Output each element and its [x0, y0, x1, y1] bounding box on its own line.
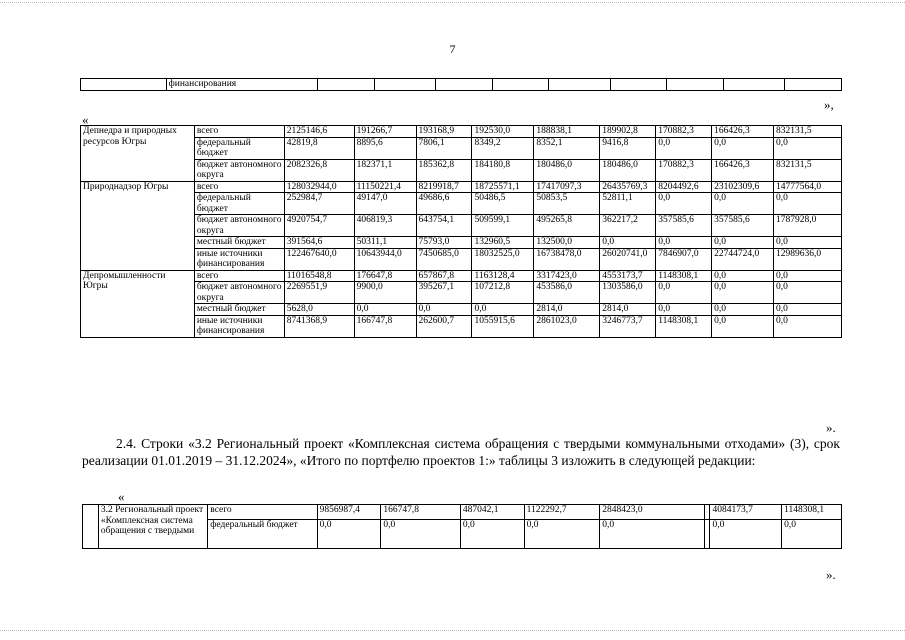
- value-cell: 14777564,0: [774, 181, 842, 193]
- value-cell: 26435769,3: [600, 181, 656, 193]
- value-cell: 193168,9: [416, 126, 472, 138]
- value-cell: 166426,3: [712, 159, 774, 181]
- value-cell: 0,0: [656, 237, 712, 249]
- value-cell: 26020741,0: [600, 248, 656, 270]
- value-cell: 0,0: [472, 304, 534, 316]
- value-cell: 9856987,4: [317, 505, 381, 520]
- value-cell: 11016548,8: [284, 270, 354, 282]
- value-cell: 180486,0: [600, 159, 656, 181]
- funding-source-cell: бюджет автономного округа: [194, 215, 284, 237]
- value-cell: 0,0: [782, 520, 842, 549]
- value-cell: 192530,0: [472, 126, 534, 138]
- value-cell: 0,0: [656, 282, 712, 304]
- value-cell: 7450685,0: [416, 248, 472, 270]
- value-cell: 22744724,0: [712, 248, 774, 270]
- value-cell: 832131,5: [774, 126, 842, 138]
- value-cell: 18032525,0: [472, 248, 534, 270]
- value-cell: 0,0: [416, 304, 472, 316]
- value-cell: 1055915,6: [472, 315, 534, 337]
- value-cell: 49147,0: [354, 193, 416, 215]
- table-row: [81, 126, 842, 138]
- table-cell: [785, 79, 842, 91]
- value-cell: 0,0: [656, 193, 712, 215]
- value-cell: 52811,1: [600, 193, 656, 215]
- amendment-paragraph: 2.4. Строки «3.2 Региональный проект «Комплексная система обращения с твердыми коммунальными отходами» (3), срок реализации 01.01.2019 – 31.12.2024», «Итого по портфелю проектов 1:» таблицы 3 изложить в следующей редакции:: [82, 436, 840, 468]
- value-cell: 49686,6: [416, 193, 472, 215]
- funding-source-cell: иные источники финансирования: [194, 315, 284, 337]
- value-cell: 2814,0: [600, 304, 656, 316]
- value-cell: 132500,0: [534, 237, 600, 249]
- table-cell: [549, 79, 611, 91]
- value-cell: 8895,6: [354, 137, 416, 159]
- top-scan-edge: [0, 2, 905, 5]
- value-cell: 0,0: [774, 304, 842, 316]
- value-cell: 832131,5: [774, 159, 842, 181]
- value-cell: 1303586,0: [600, 282, 656, 304]
- table-cell: [374, 79, 436, 91]
- closing-quote: ».: [826, 420, 836, 435]
- value-cell: 185362,8: [416, 159, 472, 181]
- value-cell: 12989636,0: [774, 248, 842, 270]
- funding-source-cell: иные источники финансирования: [194, 248, 284, 270]
- value-cell: 5628,0: [284, 304, 354, 316]
- table-cell: [610, 79, 666, 91]
- funding-source-cell: всего: [194, 270, 284, 282]
- table-row: [81, 282, 842, 304]
- value-cell: 7806,1: [416, 137, 472, 159]
- opening-quote: «: [118, 489, 125, 504]
- value-cell: 11150221,4: [354, 181, 416, 193]
- value-cell: 487042,1: [460, 505, 524, 520]
- value-cell: 262600,7: [416, 315, 472, 337]
- bottom-scan-edge: [0, 630, 905, 633]
- value-cell: 50853,5: [534, 193, 600, 215]
- value-cell: 188838,1: [534, 126, 600, 138]
- value-cell: 23102309,6: [712, 181, 774, 193]
- value-cell: 9416,8: [600, 137, 656, 159]
- value-cell: 0,0: [317, 520, 381, 549]
- funding-source-cell: местный бюджет: [194, 304, 284, 316]
- table-row: [81, 270, 842, 282]
- value-cell: 2269551,9: [284, 282, 354, 304]
- value-cell: 0,0: [712, 137, 774, 159]
- value-cell: 4553173,7: [600, 270, 656, 282]
- value-cell: 2082326,8: [284, 159, 354, 181]
- value-cell: 50486,5: [472, 193, 534, 215]
- value-cell: 3317423,0: [534, 270, 600, 282]
- value-cell: 0,0: [712, 193, 774, 215]
- table-row: [81, 304, 842, 316]
- table-cell: [667, 79, 723, 91]
- value-cell: 357585,6: [712, 215, 774, 237]
- table-cell: [492, 79, 548, 91]
- top-table-fragment: [80, 78, 842, 91]
- funding-source-cell: федеральный бюджет: [208, 520, 317, 549]
- value-cell: 657867,8: [416, 270, 472, 282]
- table-cell: [723, 79, 785, 91]
- value-cell: 7846907,0: [656, 248, 712, 270]
- value-cell: 495265,8: [534, 215, 600, 237]
- department-name-cell: Природнадзор Югры: [81, 181, 195, 270]
- value-cell: 0,0: [710, 520, 782, 549]
- table-row: [81, 137, 842, 159]
- value-cell: 1163128,4: [472, 270, 534, 282]
- table-cell: финансирования: [166, 79, 318, 91]
- value-cell: 0,0: [712, 270, 774, 282]
- value-cell: 176647,8: [354, 270, 416, 282]
- value-cell: 0,0: [524, 520, 600, 549]
- table-cell: [81, 79, 167, 91]
- funding-source-cell: всего: [194, 181, 284, 193]
- value-cell: 17417097,3: [534, 181, 600, 193]
- value-cell: 16738478,0: [534, 248, 600, 270]
- value-cell: 1148308,1: [656, 270, 712, 282]
- value-cell: 4920754,7: [284, 215, 354, 237]
- table-cell: [436, 79, 492, 91]
- value-cell: 107212,8: [472, 282, 534, 304]
- project-name-cell: 3.2 Региональный проект «Комплексная система обращения с твердыми: [98, 505, 207, 549]
- value-cell: 643754,1: [416, 215, 472, 237]
- value-cell: 0,0: [712, 304, 774, 316]
- value-cell: 8204492,6: [656, 181, 712, 193]
- funding-source-cell: всего: [208, 505, 317, 520]
- value-cell: 0,0: [774, 315, 842, 337]
- value-cell: 362217,2: [600, 215, 656, 237]
- value-cell: 0,0: [712, 315, 774, 337]
- value-cell: 132960,5: [472, 237, 534, 249]
- value-cell: 1148308,1: [782, 505, 842, 520]
- table-row: [81, 159, 842, 181]
- value-cell: 170882,3: [656, 159, 712, 181]
- table-row: [81, 193, 842, 215]
- funding-source-cell: местный бюджет: [194, 237, 284, 249]
- funding-source-cell: федеральный бюджет: [194, 193, 284, 215]
- value-cell: 191266,7: [354, 126, 416, 138]
- value-cell: 166426,3: [712, 126, 774, 138]
- value-cell: 50311,1: [354, 237, 416, 249]
- value-cell: 9900,0: [354, 282, 416, 304]
- value-cell: 1787928,0: [774, 215, 842, 237]
- value-cell: 1148308,1: [656, 315, 712, 337]
- value-cell: 170882,3: [656, 126, 712, 138]
- closing-quote: ».: [826, 567, 836, 582]
- value-cell: 0,0: [656, 137, 712, 159]
- value-cell: 189902,8: [600, 126, 656, 138]
- value-cell: 0,0: [712, 237, 774, 249]
- value-cell: 2861023,0: [534, 315, 600, 337]
- financing-table: [80, 125, 842, 338]
- department-name-cell: Депнедра и природных ресурсов Югры: [81, 126, 195, 182]
- empty-cell: [83, 505, 99, 549]
- value-cell: 453586,0: [534, 282, 600, 304]
- value-cell: 2125146,6: [284, 126, 354, 138]
- value-cell: 357585,6: [656, 215, 712, 237]
- value-cell: 0,0: [774, 282, 842, 304]
- value-cell: 128032944,0: [284, 181, 354, 193]
- value-cell: 0,0: [712, 282, 774, 304]
- value-cell: 75793,0: [416, 237, 472, 249]
- table-row: [81, 79, 842, 91]
- value-cell: 8741368,9: [284, 315, 354, 337]
- value-cell: 0,0: [354, 304, 416, 316]
- funding-source-cell: бюджет автономного округа: [194, 282, 284, 304]
- funding-source-cell: всего: [194, 126, 284, 138]
- table-row: [83, 505, 842, 520]
- value-cell: 0,0: [381, 520, 461, 549]
- regional-project-table: [82, 504, 842, 549]
- value-cell: 184180,8: [472, 159, 534, 181]
- department-name-cell: Депромышленности Югры: [81, 270, 195, 337]
- value-cell: 1122292,7: [524, 505, 600, 520]
- value-cell: 0,0: [600, 237, 656, 249]
- value-cell: 42819,8: [284, 137, 354, 159]
- table-cell: [318, 79, 374, 91]
- value-cell: 8219918,7: [416, 181, 472, 193]
- opening-quote: «: [82, 112, 89, 127]
- funding-source-cell: бюджет автономного округа: [194, 159, 284, 181]
- value-cell: 18725571,1: [472, 181, 534, 193]
- value-cell: 252984,7: [284, 193, 354, 215]
- value-cell: 0,0: [656, 304, 712, 316]
- table-row: [81, 315, 842, 337]
- value-cell: 8352,1: [534, 137, 600, 159]
- value-cell: 2848423,0: [600, 505, 705, 520]
- table-row: [81, 215, 842, 237]
- value-cell: 182371,1: [354, 159, 416, 181]
- value-cell: 0,0: [774, 270, 842, 282]
- value-cell: 395267,1: [416, 282, 472, 304]
- value-cell: 0,0: [774, 137, 842, 159]
- value-cell: 406819,3: [354, 215, 416, 237]
- table-row: [81, 181, 842, 193]
- value-cell: 0,0: [774, 193, 842, 215]
- value-cell: 3246773,7: [600, 315, 656, 337]
- value-cell: 4084173,7: [710, 505, 782, 520]
- value-cell: 166747,8: [354, 315, 416, 337]
- value-cell: 0,0: [600, 520, 705, 549]
- value-cell: 166747,8: [381, 505, 461, 520]
- closing-quote: »,: [824, 97, 834, 112]
- value-cell: 0,0: [774, 237, 842, 249]
- table-row: [81, 248, 842, 270]
- value-cell: 8349,2: [472, 137, 534, 159]
- funding-source-cell: федеральный бюджет: [194, 137, 284, 159]
- value-cell: 391564,6: [284, 237, 354, 249]
- page-number: 7: [449, 42, 456, 56]
- value-cell: 180486,0: [534, 159, 600, 181]
- value-cell: 2814,0: [534, 304, 600, 316]
- table-row: [81, 237, 842, 249]
- value-cell: 509599,1: [472, 215, 534, 237]
- value-cell: 10643944,0: [354, 248, 416, 270]
- value-cell: 0,0: [460, 520, 524, 549]
- value-cell: 122467640,0: [284, 248, 354, 270]
